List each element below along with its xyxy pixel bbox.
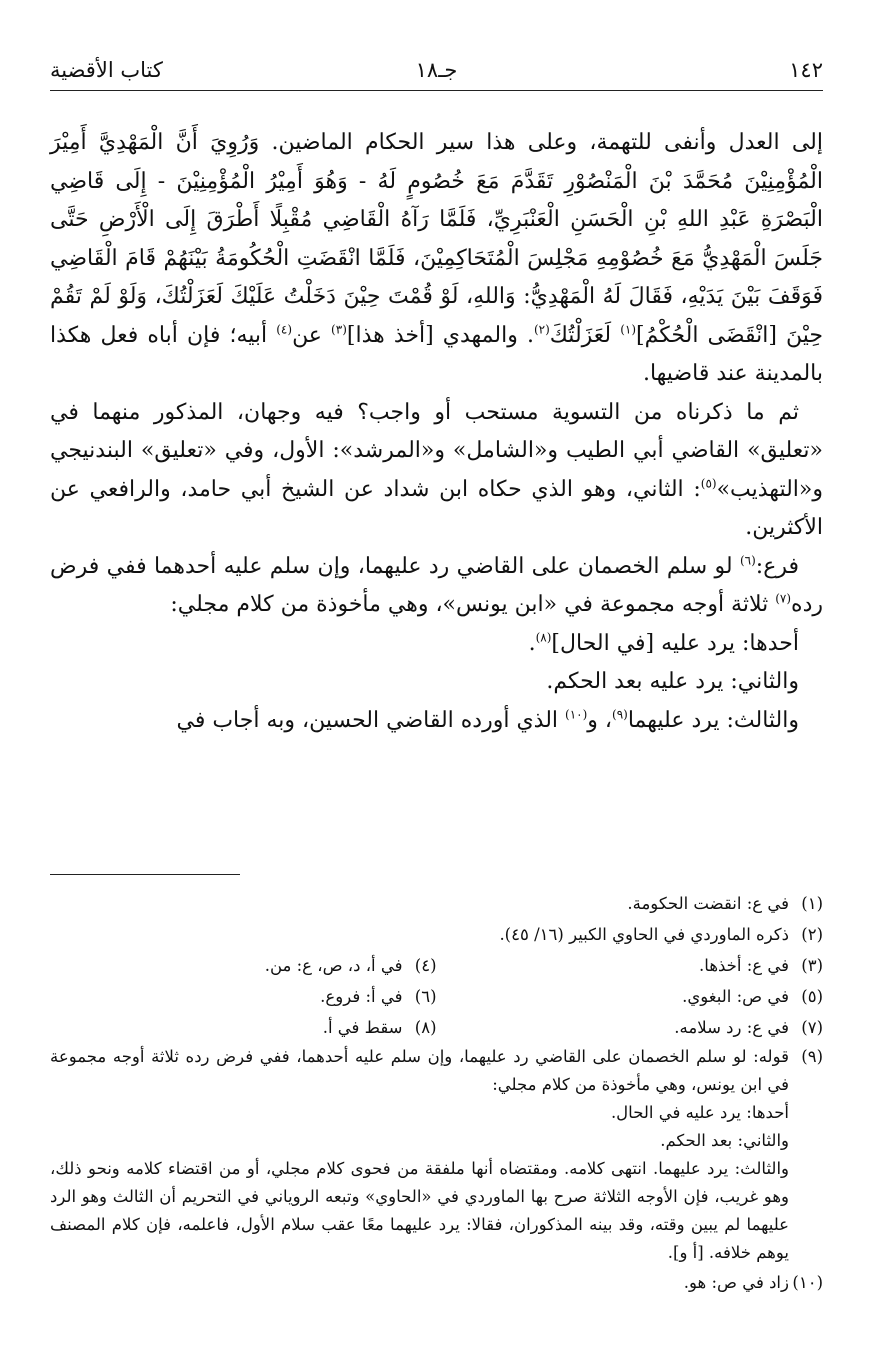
footnote-5: (٥) في ص: البغوي. <box>682 987 823 1006</box>
footnote-separator <box>50 874 240 875</box>
footnote-6: (٦) في أ: فروع. <box>320 987 437 1006</box>
footnote-ref: (٤) <box>276 322 293 337</box>
footnote-ref: (١) <box>620 322 637 337</box>
footnote-3: (٣) في ع: أخذها. <box>699 956 823 975</box>
footnote-ref: (٥) <box>700 476 717 491</box>
paragraph-5: والثاني: يرد عليه بعد الحكم. <box>546 669 799 694</box>
book-title: كتاب الأقضية <box>50 58 163 82</box>
footnote-ref: (٦) <box>739 553 756 568</box>
footnote-ref: (٧) <box>775 591 792 606</box>
paragraph-1: إلى العدل وأنفى للتهمة، وعلى هذا سير الحكام الماضين. وَرُوِيَ أَنَّ الْمَهْدِيَّ أَمِيْرَ الْمُؤْمِنِيْنَ مُحَمَّدَ بْنَ الْمَنْصُوْرِ تَقَدَّمَ مَعَ خُصُومٍ لَهُ - وَهُوَ أَمِيْرُ الْمُؤْمِنِيْنَ - إِلَى قَاضِي الْبَصْرَةِ عَبْدِ اللهِ بْنِ الْحَسَنِ الْعَنْبَرِيِّ، فَلَمَّا رَآهُ الْقَاضِي مُقْبِلًا أَطْرَقَ إِلَى الْأَرْضِ حَتَّى جَلَسَ الْمَهْدِيُّ مَعَ خُصُوْمِهِ مَجْلِسَ الْمُتَحَاكِمِيْنَ، فَلَمَّا انْقَضَتِ الْحُكُومَةُ بَيْنَهُمْ قَامَ الْقَاضِي فَوَقَفَ بَيْنَ يَدَيْهِ، فَقَالَ لَهُ الْمَهْدِيُّ: وَاللهِ، لَوْ قُمْتَ حِيْنَ دَخَلْتُ عَلَيْكَ لَعَزَلْتُكَ، وَلَوْ لَمْ تَقُمْ حِيْنَ [انْقَضَى الْحُكْمُ]$^{(١)}$ لَعَزَلْتُكَ$^{(٢)}$. والمهدي [أخذ هذا]$^{(٣)}$ عن$^{(٤)}$ أبيه؛ فإن أباه فعل هكذا بالمدينة عند قاضيها. <box>50 130 823 386</box>
paragraph-2: ثم ما ذكرناه من التسوية مستحب أو واجب؟ فيه وجهان، المذكور منهما في «تعليق» القاضي أبي الطيب و«الشامل» و«المرشد»: الأول، وفي «تعليق» البندنيجي و«التهذيب»$^{(٥)}$: الثاني، وهو الذي حكاه ابن شداد عن الشيخ أبي حامد، والرافعي عن الأكثرين. <box>50 399 823 540</box>
volume-label: جـ١٨ <box>415 58 458 82</box>
main-text <box>50 124 823 740</box>
footnote-7: (٧) في ع: رد سلامه. <box>674 1018 823 1037</box>
paragraph-3: فرع:$^{(٦)}$ لو سلم الخصمان على القاضي رد عليهما، وإن سلم عليه أحدهما ففي فرض رده$^{(٧)}$ ثلاثة أوجه مجموعة في «ابن يونس»، وهي مأخوذة من كلام مجلي: <box>50 553 823 617</box>
page-header <box>50 50 823 90</box>
footnote-4: (٤) في أ، د، ص، ع: من. <box>264 956 437 975</box>
footnote-8: (٨) سقط في أ. <box>322 1018 437 1037</box>
paragraph-4: أحدها: يرد عليه [في الحال]$^{(٨)}$. <box>528 630 799 656</box>
footnote-ref: (٣) <box>331 322 347 337</box>
footnotes <box>50 888 823 1298</box>
footnote-1: (١) في ع: انقضت الحكومة. <box>627 894 823 913</box>
footnote-ref: (٨) <box>535 630 552 645</box>
footnote-9: (٩) قوله: لو سلم الخصمان على القاضي رد عليهما، وإن سلم عليه أحدهما، ففي فرض رده ثلاثة أوجه مجموعة في ابن يونس، وهي مأخوذة من كلام مجلي: أحدها: يرد عليه في الحال. والثاني: بعد الحكم. والثالث: يرد عليهما. انتهى كلامه. ومقتضاه أنها ملفقة من فحوى كلام مجلي، أو من اقتضاء كلامه ونحو ذلك، وهو غريب، فإن الأوجه الثلاثة صرح بها الماوردي في «الحاوي» وتبعه الروياني في التحريم أن الثالث وهو الرد عليهما لم يبين وقته، وقد بينه المذكوران، فقالا: يرد عليهما معًا عقب سلام الأول، فاعلمه، فإن كلام المصنف يوهم خلافه. [أ و]. <box>50 1047 823 1262</box>
footnote-ref: (١٠) <box>565 707 588 722</box>
footnote-ref: (٢) <box>533 322 550 337</box>
footnote-2: (٢) ذكره الماوردي في الحاوي الكبير (١٦/ ٤٥). <box>499 925 823 944</box>
paragraph-6: والثالث: يرد عليهما$^{(٩)}$، و$^{(١٠)}$ الذي أورده القاضي الحسين، وبه أجاب في <box>176 707 799 733</box>
header-rule <box>50 90 823 91</box>
book-page <box>50 50 823 1350</box>
footnote-10: (١٠) زاد في ص: هو. <box>683 1273 823 1292</box>
footnote-ref: (٩) <box>612 707 628 722</box>
page-number: ١٤٢ <box>789 58 823 82</box>
